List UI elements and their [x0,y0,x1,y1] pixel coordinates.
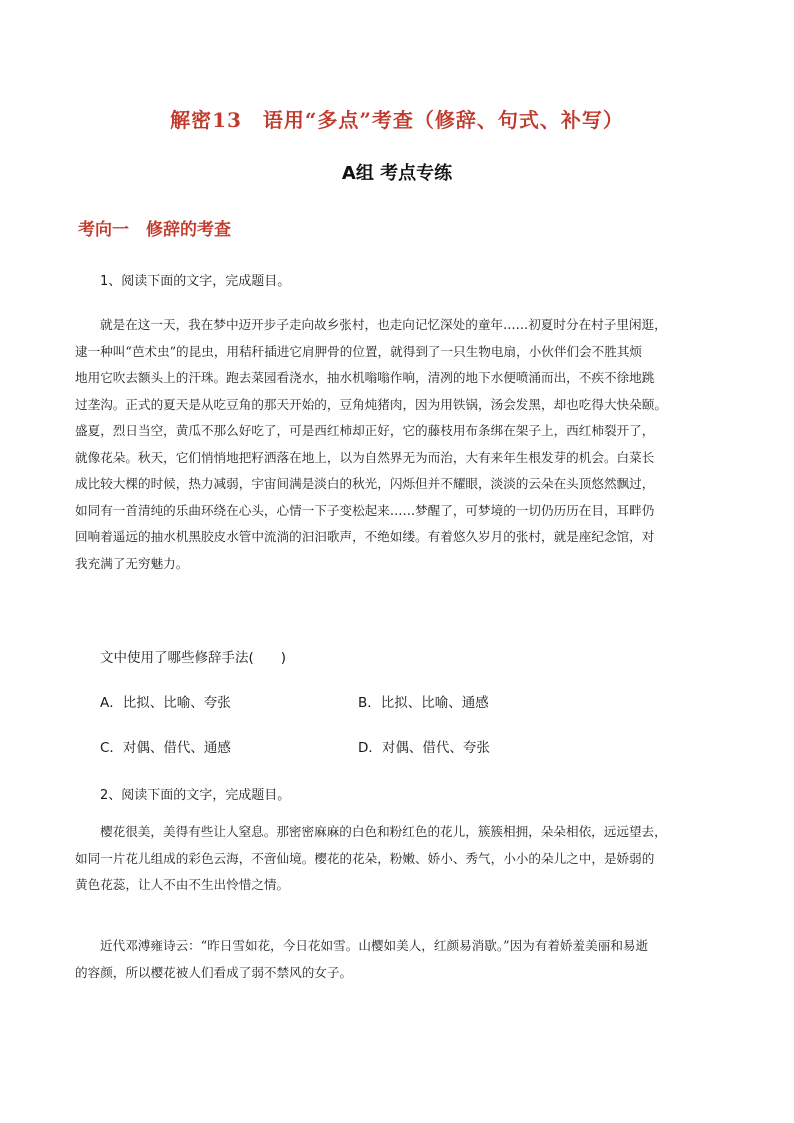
passage-line: 过垄沟。正式的夏天是从吃豆角的那天开始的，豆角炖猪肉，因为用铁锅，汤会发黑，却也吃得大快朵颐。 [75,396,667,412]
option-d[interactable]: D．对偶、借代、夸张 [358,740,490,756]
option-b[interactable]: B．比拟、比喻、通感 [358,695,489,711]
question-1-passage [75,312,715,577]
option-a[interactable]: A．比拟、比喻、夸张 [100,695,231,711]
passage-line: 如同有一首清纯的乐曲环绕在心头，心情一下子变松起来……梦醒了，可梦境的一切仍历历在目，耳畔仍 [75,502,655,518]
passage-line: 就是在这一天，我在梦中迈开步子走向故乡张村，也走向记忆深处的童年……初夏时分在村子里闲逛， [100,317,667,332]
passage-line: 盛夏，烈日当空，黄瓜不那么好吃了，可是西红柿却正好，它的藤枝用布条绑在架子上，西红柿裂开了， [75,423,655,438]
passage-line: 回响着遥远的抽水机黑胶皮水管中流淌的汩汩歌声，不绝如缕。有着悠久岁月的张村，就是座纪念馆，对 [75,529,655,544]
passage-line: 逮一种叫“芭术虫”的昆虫，用秸秆插进它肩胛骨的位置，就得到了一只生物电扇，小伙伴们会不胜其烦 [75,343,643,359]
passage-line: 如同一片花儿组成的彩色云海，不啻仙境。樱花的花朵，粉嫩、娇小、秀气，小小的朵儿之中，是娇弱的 [75,850,655,866]
passage-line: 近代邓溥雍诗云：“昨日雪如花，今日花如雪。山樱如美人，红颜易消歇。”因为有着娇羞美丽和易逝 [100,938,649,953]
passage-line: 的容颜，所以樱花被人们看成了弱不禁风的女子。 [75,964,353,980]
passage-line: 地用它吹去额头上的汗珠。跑去菜园看浇水，抽水机嗡嗡作响，清冽的地下水便喷涌而出，不疾不徐地跳 [75,370,655,385]
question-1-prompt: 文中使用了哪些修辞手法( ) [100,650,287,666]
passage-line: 我充满了无穷魅力。 [75,555,189,571]
document-title: 解密13 语用“多点”考查（修辞、句式、补写） [170,108,624,132]
question-1-heading: 1、阅读下面的文字，完成题目。 [100,274,291,289]
question-2-heading: 2、阅读下面的文字，完成题目。 [100,788,291,803]
question-2-paragraph-2 [75,933,715,986]
passage-line: 黄色花蕊，让人不由不生出怜惜之情。 [75,877,290,892]
group-title: A组 考点专练 [341,163,453,184]
passage-line: 樱花很美，美得有些让人窒息。那密密麻麻的白色和粉红色的花儿，簇簇相拥，朵朵相依，远远望去， [100,824,667,839]
passage-line: 成比较大棵的时候，热力减弱，宇宙间满是淡白的秋光，闪烁但并不耀眼，淡淡的云朵在头顶悠然飘过， [75,476,655,491]
section-title: 考向一 修辞的考查 [78,220,231,240]
question-2-paragraph-1 [75,819,715,899]
option-c[interactable]: C．对偶、借代、通感 [100,740,231,756]
passage-line: 就像花朵。秋天，它们悄悄地把籽洒落在地上，以为自然界无为而治，大有来年生根发芽的机会。白菜长 [75,449,655,465]
